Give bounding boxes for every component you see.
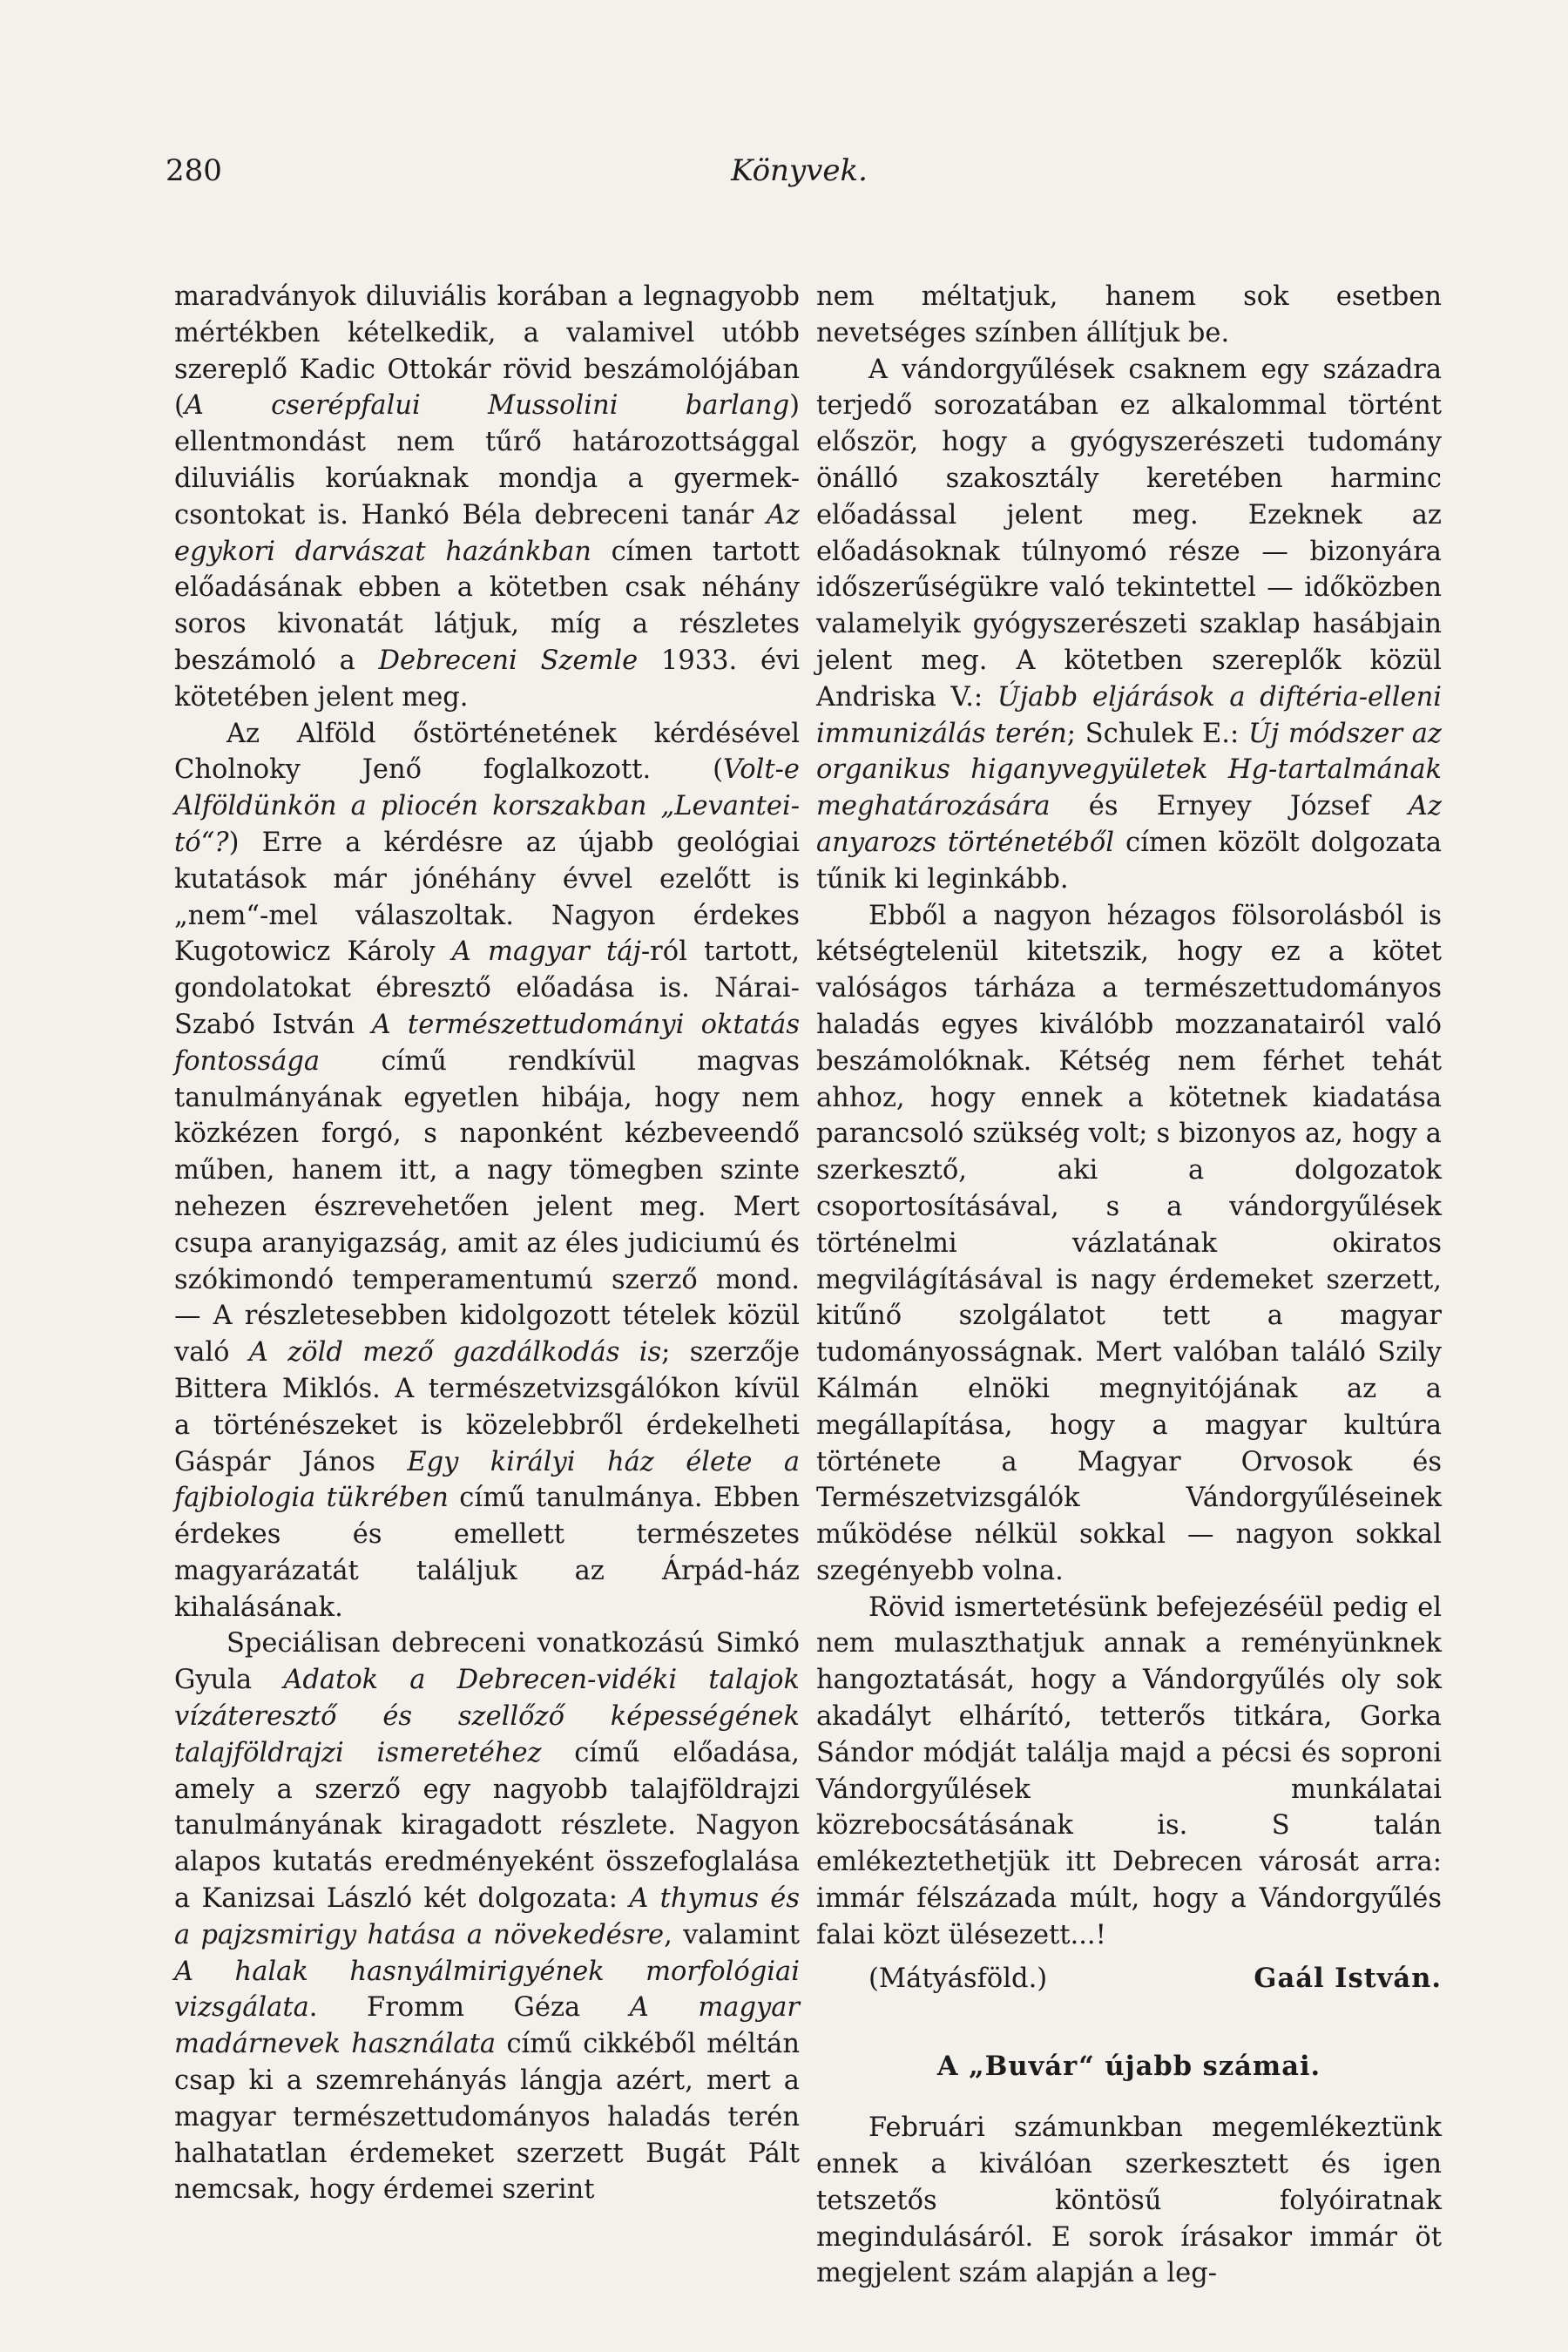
running-title: Könyvek. xyxy=(731,153,868,188)
paragraph xyxy=(174,279,800,716)
right-column-paragraphs xyxy=(816,279,1442,1954)
text-run: címen közölt dolgozata tűnik ki leginkább. xyxy=(816,827,1443,895)
italic-title: A magyar madárnevek használata xyxy=(174,1992,800,2060)
italic-title: Adatok a Debrecen-vidéki talajok vízáteresztő és szellőző képességének talajföldrajzi ismeretéhez xyxy=(174,1665,800,1768)
italic-title: A halak hasnyálmirigyének morfológiai vizsgálata xyxy=(174,1956,800,2024)
italic-title: A magyar táj xyxy=(451,936,641,968)
running-head xyxy=(166,153,1433,188)
text-run: Az Alföld őstörténetének kérdésével Cholnoky Jenő foglalkozott. ( xyxy=(174,718,800,786)
left-column xyxy=(174,279,800,2208)
text-run: Speciálisan debreceni vonatkozású Simkó Gyula xyxy=(174,1628,800,1696)
italic-title: Volt-e Alföldünkön a pliocén korszakban „Levantei-tó“? xyxy=(174,754,800,858)
italic-title: Az anyarozs történetéből xyxy=(816,791,1442,858)
italic-title: A zöld mező gazdálkodás is xyxy=(248,1337,662,1369)
signature xyxy=(816,1961,1442,1997)
paragraph xyxy=(816,1590,1442,1954)
paragraph xyxy=(174,1625,800,2208)
text-run: címen tartott előadásának ebben a kötetben csak néhány soros kivonatát látjuk, míg a részletes beszámoló a xyxy=(174,536,801,676)
text-run: Rövid ismertetésünk befejezéséül pedig el nem mulaszthatjuk annak a reményünknek hangoztatását, hogy a Vándorgyűlés oly sok akadályt elhárító, tetterős titkára, Gorka Sándor módját találja majd a pécsi és soproni Vándorgyűlések munkálatai közrebocsátásának is. S talán emlékeztethetjük itt Debrecen városát arra: immár félszázada múlt, hogy a Vándorgyűlés falai közt ülésezett...! xyxy=(816,1592,1442,1950)
italic-title: Az egykori darvászat hazánkban xyxy=(174,499,800,567)
italic-title: Újabb eljárások a diftéria-elleni immunizálás terén xyxy=(816,681,1443,749)
text-run: , valamint xyxy=(664,1919,801,1950)
italic-title: Új módszer az organikus higanyvegyületek Hg-tartalmának meghatározására xyxy=(816,718,1442,822)
text-run: Ebből a nagyon hézagos fölsorolásból is kétségtelenül kitetszik, hogy ez a kötet valóságos tárháza a természettudományos haladás egyes kiválóbb mozzanatairól való beszámolóknak. Kétség nem férhet tehát ahhoz, hogy ennek a kötetnek kiadatása parancsoló szükség volt; s bizonyos az, hogy a szerkesztő, aki a dolgozatok csoportosításával, s a vándorgyűlések történelmi vázlatának okiratos megvilágításával is nagy érdemeket szerzett, kitűnő szolgálatot tett a magyar tudományosságnak. Mert valóban találó Szily Kálmán elnöki megnyitójának az a megállapítása, hogy a magyar kultúra története a Magyar Orvosok és Természetvizsgálók Vándorgyűléseinek működése nélkül sokkal — nagyon sokkal szegényebb volna. xyxy=(816,900,1442,1586)
signature-place: (Mátyásföld.) xyxy=(868,1963,1048,1994)
italic-title: Debreceni Szemle xyxy=(378,645,639,676)
italic-title: A természettudományi oktatás fontossága xyxy=(174,1009,800,1077)
text-run: című tanulmánya. Ebben érdekes és emellett természetes magyarázatát találjuk az Árpád-ház kihalásának. xyxy=(174,1483,800,1623)
text-run: című rendkívül magvas tanulmányának egyetlen hibája, hogy nem közkézen forgó, s naponként kézbeveendő műben, hanem itt, a nagy tömegben szinte nehezen észrevehetően jelent meg. Mert csupa aranyigazság, amit az éles judiciumú és szókimondó temperamentumú szerző mond. — A részletesebben kidolgozott tételek közül való xyxy=(174,1045,800,1369)
text-run: című cikkéből méltán csap ki a szemrehányás lángja azért, mert a magyar természettudományos haladás terén halhatatlan érdemeket szerzett Bugát Pált nemcsak, hogy érdemei szerint xyxy=(174,2029,800,2206)
text-run: . Fromm Géza xyxy=(308,1992,630,2024)
text-run: nem méltatjuk, hanem sok esetben nevetséges színben állítjuk be. xyxy=(816,281,1442,348)
text-run: című előadása, amely a szerző egy nagyobb talajföldrajzi tanulmányának kiragadott részlete. Nagyon alapos kutatás eredményeként összefoglalása a Kanizsai László két dolgozata: xyxy=(174,1737,800,1915)
italic-title: A cserépfalui Mussolini barlang xyxy=(184,390,790,422)
italic-title: Egy királyi ház élete a fajbiologia tükrében xyxy=(174,1446,800,1514)
paragraph xyxy=(816,352,1442,898)
text-run: és Ernyey József xyxy=(1050,791,1409,822)
italic-title: A thymus és a pajzsmirigy hatása a növekedésre xyxy=(174,1883,801,1950)
section-paragraph: Februári számunkban megemlékeztünk ennek a kiválóan szerkesztett és igen tetszetős köntösű folyóiratnak megindulásáról. E sorok írásakor immár öt megjelent szám alapján a leg- xyxy=(816,2112,1442,2289)
text-run: -ról tartott, gondolatokat ébresztő előadása is. Nárai-Szabó István xyxy=(174,936,801,1040)
text-run: maradványok diluviális korában a legnagyobb mértékben kételkedik, a valamivel utóbb szereplő Kadic Ottokár rövid beszámolójában ( xyxy=(174,281,800,422)
paragraph xyxy=(174,716,800,1626)
paragraph xyxy=(816,279,1442,352)
text-run: ; Schulek E.: xyxy=(1066,718,1248,749)
page-number: 280 xyxy=(166,153,222,188)
text-run: ) Erre a kérdésre az újabb geológiai kutatások már jónéhány évvel ezelőtt is „nem“-mel válaszoltak. Nagyon érdekes Kugotowicz Károly xyxy=(174,827,800,968)
text-run: ) ellentmondást nem tűrő határozottsággal diluviális korúaknak mondja a gyermek-csontokat is. Hankó Béla debreceni tanár xyxy=(174,390,800,531)
right-column xyxy=(816,279,1442,2292)
signature-author: Gaál István. xyxy=(1254,1962,1442,1994)
text-run: 1933. évi kötetében jelent meg. xyxy=(174,645,800,713)
text-run: A vándorgyűlések csaknem egy századra terjedő sorozatában ez alkalommal történt először, hogy a gyógyszerészeti tudomány önálló szakosztály keretében harminc előadással jelent meg. Ezeknek az előadásoknak túlnyomó része — bizonyára időszerűségükre való tekintettel — időközben valamelyik gyógyszerészeti szaklap hasábjain jelent meg. A kötetben szereplők közül Andriska V.: xyxy=(816,354,1442,713)
text-run: ; szerzője Bittera Miklós. A természetvizsgálókon kívül a történészeket is közelebbről érdekelheti Gáspár János xyxy=(174,1337,800,1477)
paragraph xyxy=(816,898,1442,1590)
section-title: A „Buvár“ újabb számai. xyxy=(936,2051,1321,2083)
